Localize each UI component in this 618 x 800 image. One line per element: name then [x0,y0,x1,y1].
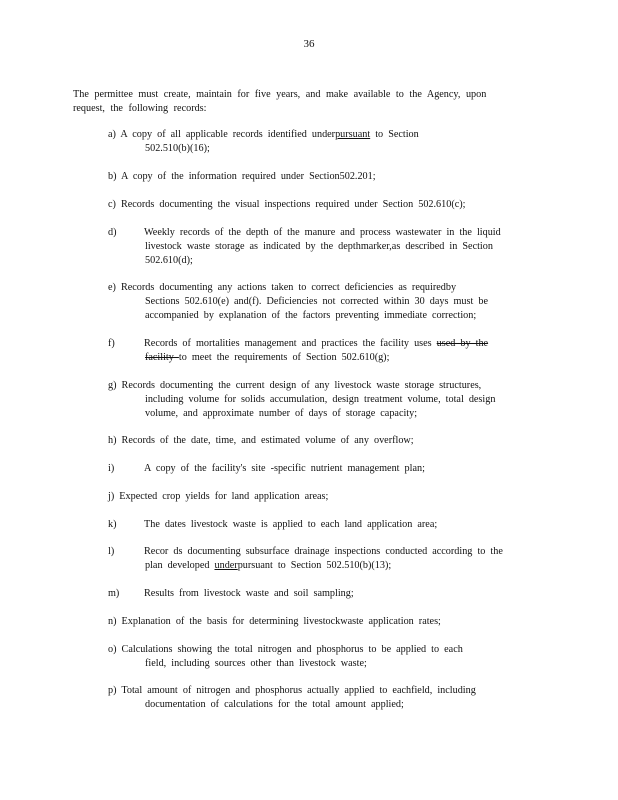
item-text: to meet the requirements of Section 502.610(g); [178,352,390,363]
record-item-o [108,643,540,671]
record-item-c [108,198,540,212]
underlined-insertion: under [214,560,238,571]
item-text: accompanied by explanation of the factors preventing immediate correction; [145,310,477,321]
item-text: Sections 502.610(e) and(f). Deficiencies not corrected within 30 days must be [145,296,488,307]
item-text: The dates livestock waste is applied to each land application area; [144,519,438,530]
item-text: Records of mortalities management and practices the facility uses [144,338,437,349]
item-text: A copy of the information required under Section502.201; [120,171,376,182]
item-text: Records documenting the visual inspections required under Section 502.610(c); [120,199,466,210]
item-label: f) [108,338,115,349]
item-label: l) [108,546,115,557]
item-label: i) [108,463,115,474]
record-item-b [108,170,540,184]
item-text: documentation of calculations for the total amount applied; [145,699,404,710]
item-text: field, including sources other than livestock waste; [145,658,367,669]
item-text: Total amount of nitrogen and phosphorus actually applied to eachfield, including [121,685,476,696]
record-item-e [108,281,540,323]
intro-paragraph [73,88,543,116]
item-label: d) [108,227,117,238]
item-label: b) [108,171,117,182]
item-label: e) [108,282,116,293]
item-text: Calculations showing the total nitrogen and phosphorus to be applied to each [121,644,463,655]
record-item-m [108,587,540,601]
item-label: p) [108,685,117,696]
item-text: Results from livestock waste and soil sampling; [144,588,354,599]
item-text: livestock waste storage as indicated by the depthmarker,as described in Section [145,241,493,252]
record-item-l [108,545,540,573]
item-label: g) [108,380,117,391]
record-item-p [108,684,540,712]
record-item-a [108,128,540,156]
record-item-n [108,615,540,629]
item-text: 502.510(b)(16); [145,143,210,154]
record-item-j [108,490,540,504]
item-label: h) [108,435,117,446]
item-text: including volume for solids accumulation, design treatment volume, total design [145,394,496,405]
record-item-h [108,434,540,448]
item-label: j) [108,491,115,502]
record-item-d [108,226,540,268]
record-item-f [108,337,540,365]
item-text: A copy of all applicable records identified under [120,129,336,140]
record-item-g [108,379,540,421]
item-text: Records documenting any actions taken to correct deficiencies as requiredby [120,282,457,293]
item-text: Records of the date, time, and estimated volume of any overflow; [121,435,414,446]
intro-line-1: The permittee must create, maintain for five years, and make available to the Agency, upon [73,89,487,100]
item-text: Expected crop yields for land application areas; [119,491,329,502]
item-text: pursuant to Section 502.510(b)(13); [237,560,392,571]
item-label: m) [108,588,120,599]
struck-deletion: facility [145,352,179,363]
item-text: 502.610(d); [145,255,193,266]
item-text: plan developed [145,560,215,571]
intro-line-2: request, the following records: [73,103,207,114]
item-label: a) [108,129,116,140]
item-text: Records documenting the current design of any livestock waste storage structures, [121,380,482,391]
item-text: volume, and approximate number of days of storage capacity; [145,408,418,419]
item-text: Weekly records of the depth of the manure and process wastewater in the liquid [144,227,501,238]
record-item-k [108,518,540,532]
page-number: 36 [303,38,315,50]
record-item-i [108,462,540,476]
item-text: to Section [370,129,419,140]
item-text: Recor ds documenting subsurface drainage inspections conducted according to the [144,546,503,557]
item-label: k) [108,519,117,530]
struck-deletion: used by the [436,338,489,349]
item-label: c) [108,199,116,210]
item-label: n) [108,616,117,627]
item-label: o) [108,644,117,655]
item-text: A copy of the facility's site -specific nutrient management plan; [144,463,425,474]
item-text: Explanation of the basis for determining livestockwaste application rates; [121,616,441,627]
underlined-insertion: pursuant [335,129,371,140]
